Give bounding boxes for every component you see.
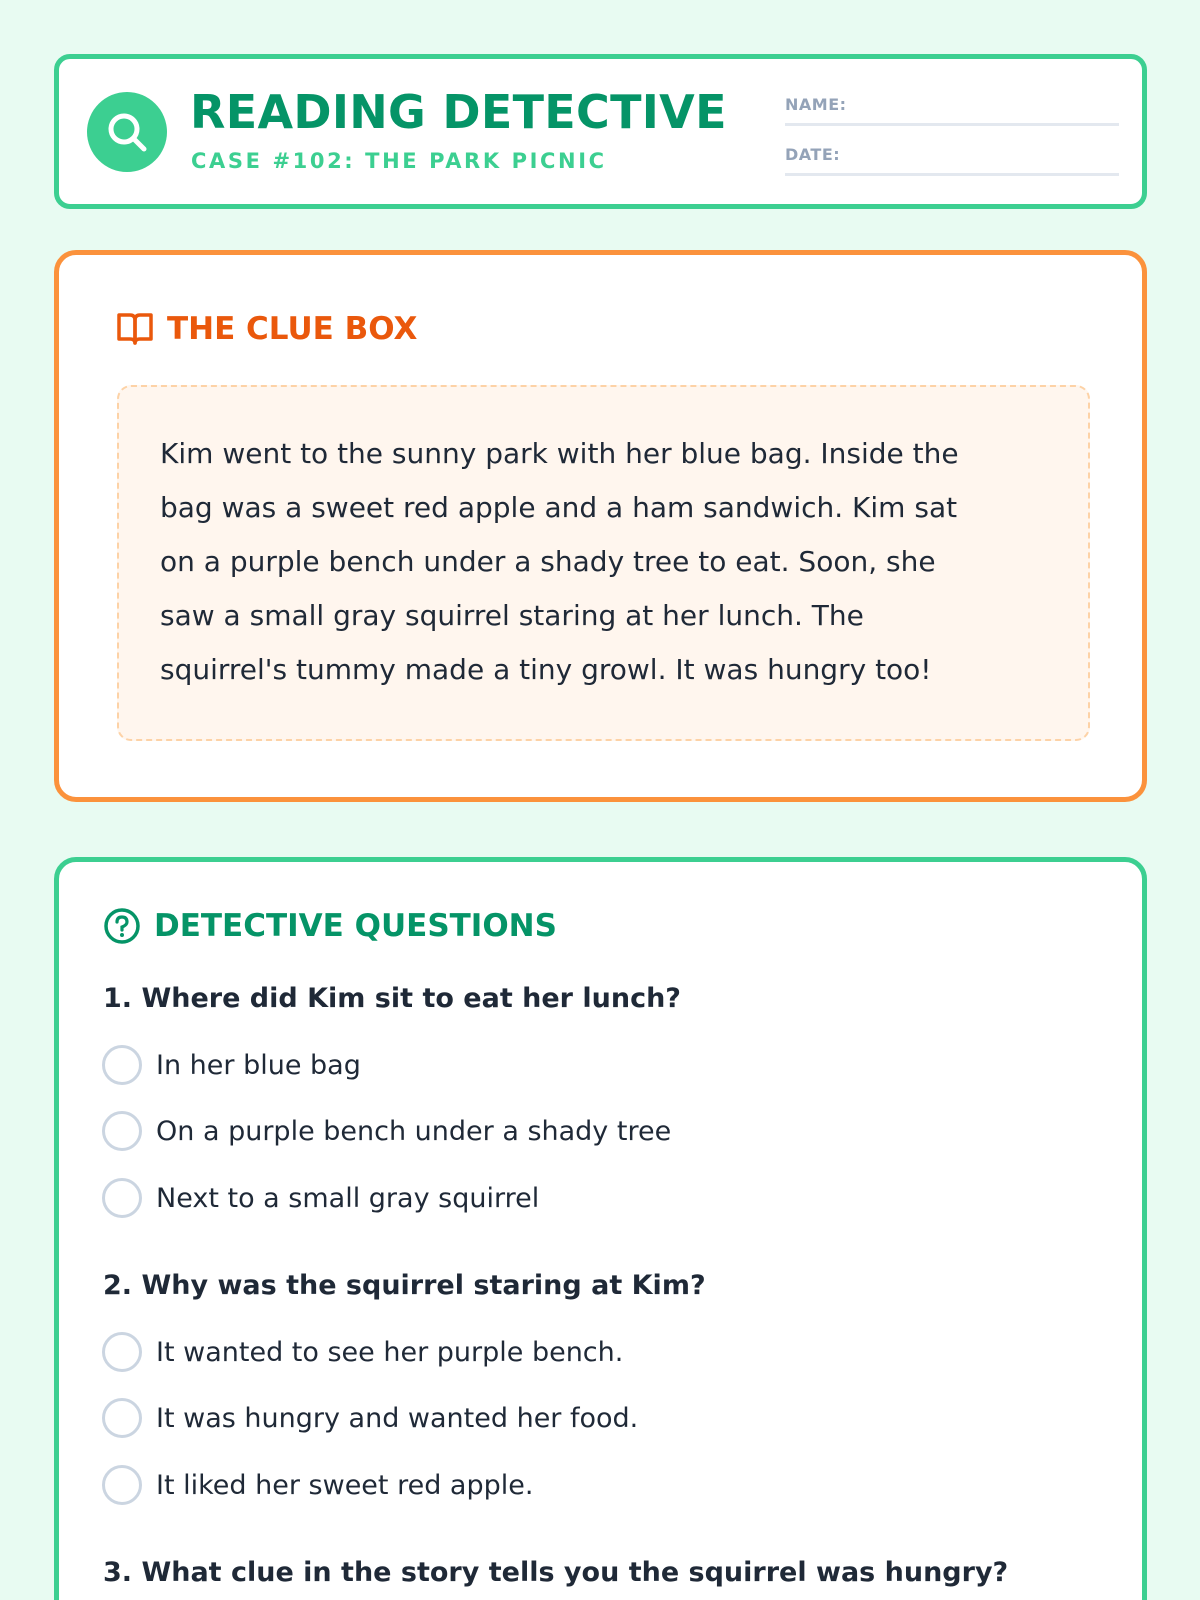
date-label: DATE:: [785, 145, 841, 164]
option-label: It was hungry and wanted her food.: [156, 1402, 639, 1434]
book-icon: [115, 311, 155, 347]
questions-title: DETECTIVE QUESTIONS: [154, 908, 557, 944]
date-field[interactable]: [785, 141, 1119, 176]
passage-line: Kim went to the sunny park with her blue bag. Inside the: [160, 437, 959, 470]
passage-line: on a purple bench under a shady tree to eat. Soon, she: [160, 545, 936, 578]
q1-option-3[interactable]: [102, 1178, 539, 1218]
q1-option-1[interactable]: [102, 1045, 361, 1085]
option-label: It wanted to see her purple bench.: [156, 1336, 624, 1368]
magnifier-logo: [87, 92, 167, 172]
option-label: Next to a small gray squirrel: [156, 1182, 540, 1214]
worksheet-header: [54, 54, 1147, 209]
question-1: 1. Where did Kim sit to eat her lunch?: [103, 983, 681, 1014]
q2-option-3[interactable]: [102, 1465, 533, 1505]
questions-card: [54, 857, 1147, 1600]
radio-button[interactable]: [102, 1332, 142, 1372]
radio-button[interactable]: [102, 1465, 142, 1505]
name-label: NAME:: [785, 95, 847, 114]
page-title: READING DETECTIVE: [190, 85, 727, 139]
question-circle-icon: [102, 906, 142, 946]
clue-heading: [115, 311, 417, 347]
option-label: On a purple bench under a shady tree: [156, 1115, 672, 1147]
name-field[interactable]: [785, 91, 1119, 126]
passage-line: saw a small gray squirrel staring at her lunch. The: [160, 599, 864, 632]
q1-option-2[interactable]: [102, 1111, 671, 1151]
radio-button[interactable]: [102, 1045, 142, 1085]
magnifier-icon: [103, 108, 151, 156]
question-2: 2. Why was the squirrel staring at Kim?: [103, 1270, 706, 1301]
option-label: In her blue bag: [156, 1049, 361, 1081]
radio-button[interactable]: [102, 1178, 142, 1218]
clue-card: [54, 250, 1147, 802]
question-3: 3. What clue in the story tells you the squirrel was hungry?: [103, 1557, 1009, 1588]
passage-line: squirrel's tummy made a tiny growl. It was hungry too!: [160, 653, 932, 686]
q2-option-2[interactable]: [102, 1398, 638, 1438]
passage-line: bag was a sweet red apple and a ham sandwich. Kim sat: [160, 491, 958, 524]
case-subtitle: CASE #102: THE PARK PICNIC: [191, 149, 607, 173]
radio-button[interactable]: [102, 1111, 142, 1151]
clue-passage-box: [117, 385, 1090, 741]
radio-button[interactable]: [102, 1398, 142, 1438]
clue-passage: [160, 427, 1048, 697]
option-label: It liked her sweet red apple.: [156, 1469, 534, 1501]
questions-heading: [102, 906, 557, 946]
clue-title: THE CLUE BOX: [167, 311, 418, 347]
q2-option-1[interactable]: [102, 1332, 623, 1372]
